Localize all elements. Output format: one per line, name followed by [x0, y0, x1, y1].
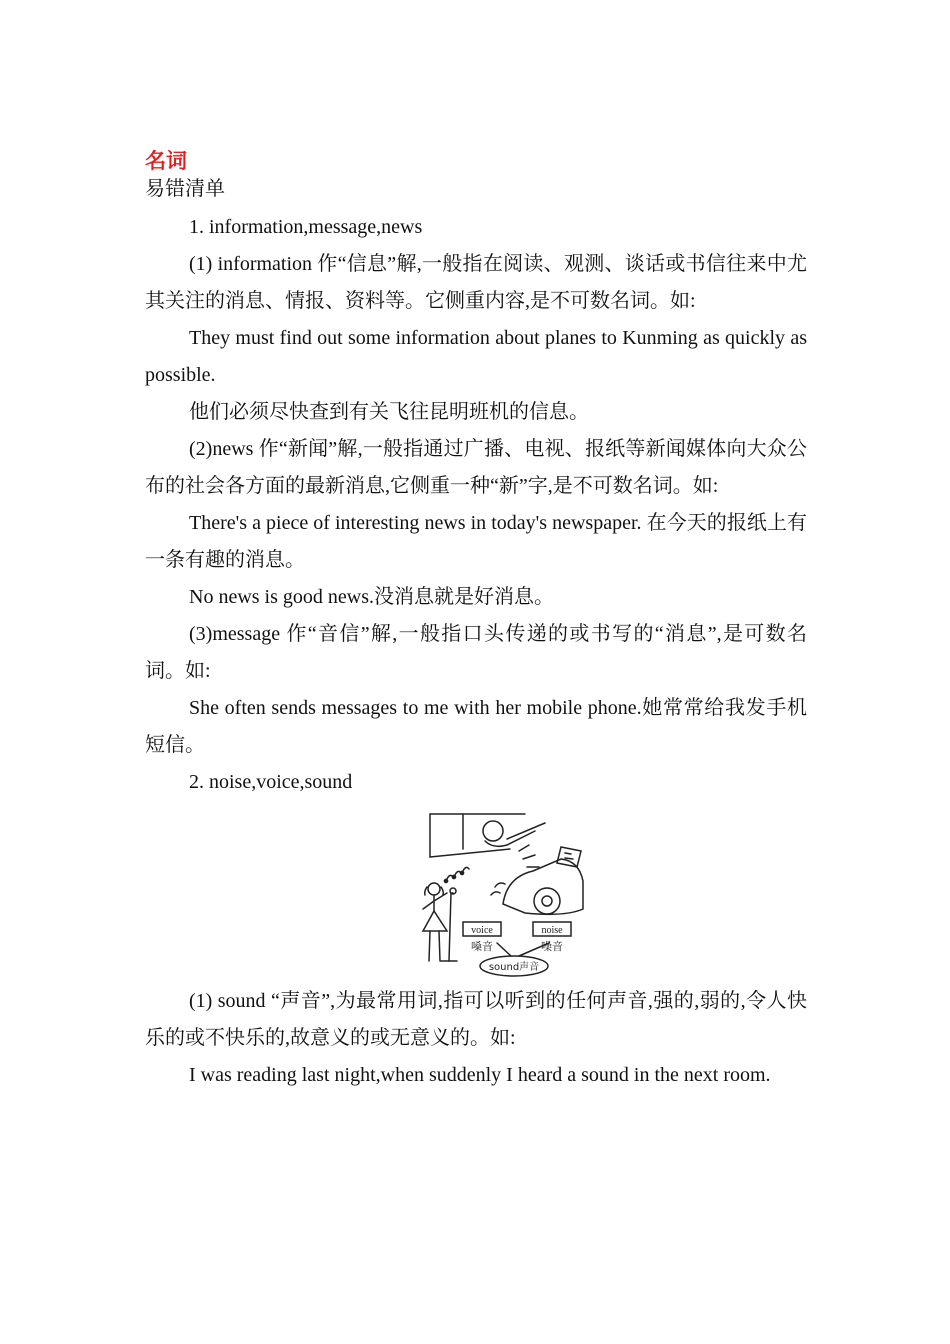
paragraph-10: 2. noise,voice,sound: [189, 771, 353, 793]
section-heading: 名词: [145, 149, 187, 173]
paragraph-9: She often sends messages to me with her mobile phone.她常常给我发手机短信。: [145, 697, 807, 756]
label-noise: noise: [541, 925, 563, 936]
paragraph-1: 1. information,message,news: [189, 216, 423, 238]
paragraph-7: No news is good news.没消息就是好消息。: [189, 586, 554, 608]
cartoon-drawing: [415, 809, 590, 979]
paragraph-6: There's a piece of interesting news in today's newspaper. 在今天的报纸上有一条有趣的消息。: [145, 512, 807, 571]
paragraph-5: (2)news 作“新闻”解,一般指通过广播、电视、报纸等新闻媒体向大众公布的社会各方面的最新消息,它侧重一种“新”字,是不可数名词。如:: [145, 438, 807, 497]
noise-voice-sound-illustration: [145, 809, 807, 979]
paragraph-12: I was reading last night,when suddenly I heard a sound in the next room.: [189, 1064, 771, 1086]
document-page: [145, 148, 807, 1094]
paragraph-3: They must find out some information about planes to Kunming as quickly as possible.: [145, 327, 807, 386]
label-voice: voice: [471, 925, 493, 936]
label-noise-cn: 噪音: [541, 940, 563, 953]
label-sound: sound声音: [488, 962, 540, 973]
label-voice-cn: 嗓音: [471, 940, 493, 953]
paragraph-2: (1) information 作“信息”解,一般指在阅读、观测、谈话或书信往来中尤其关注的消息、情报、资料等。它侧重内容,是不可数名词。如:: [145, 253, 807, 312]
paragraph-11: (1) sound “声音”,为最常用词,指可以听到的任何声音,强的,弱的,令人快乐的或不快乐的,故意义的或无意义的。如:: [145, 990, 807, 1049]
section-subheading: 易错清单: [145, 178, 225, 200]
paragraph-4: 他们必须尽快查到有关飞往昆明班机的信息。: [189, 401, 589, 423]
paragraph-8: (3)message 作“音信”解,一般指口头传递的或书写的“消息”,是可数名词。如:: [145, 623, 807, 682]
